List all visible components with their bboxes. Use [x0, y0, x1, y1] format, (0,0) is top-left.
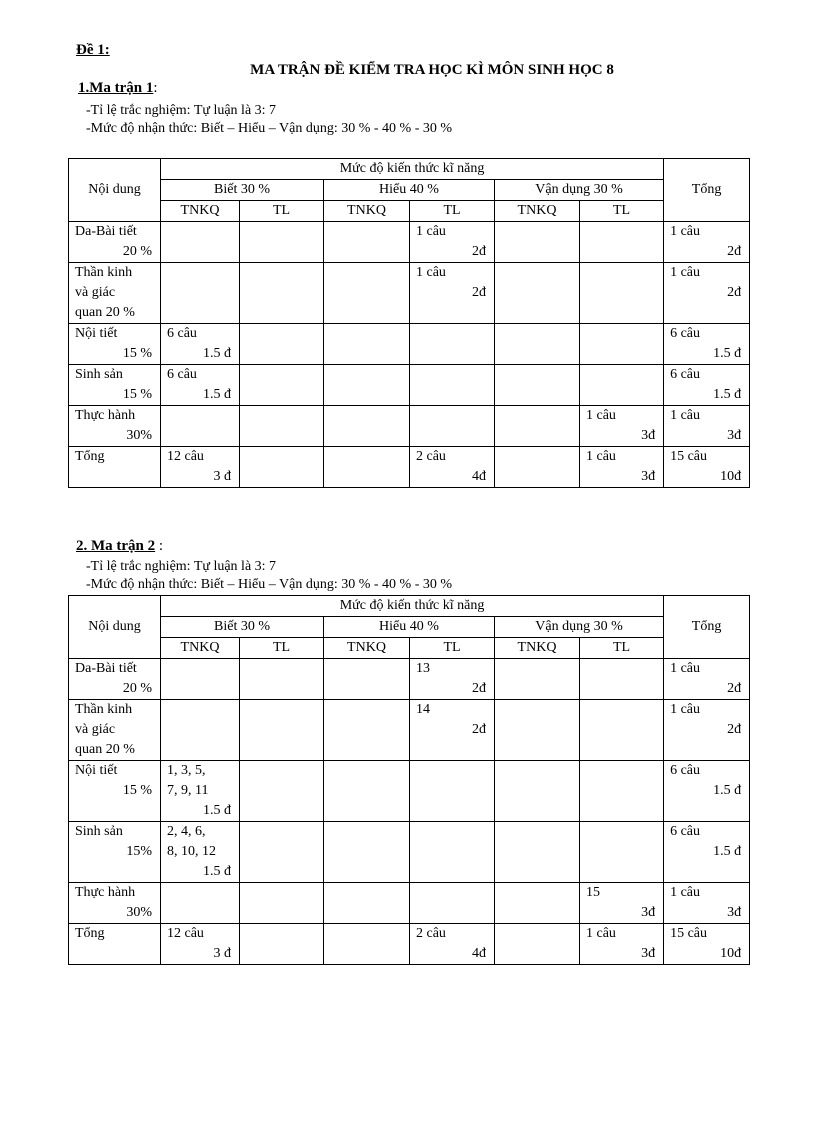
cell-vd-tl [580, 700, 664, 761]
header-tl: TL [580, 638, 664, 659]
cell-vd-tnkq [495, 659, 580, 700]
cell-biet-tl [240, 447, 324, 488]
points-value: 3đ [641, 469, 656, 484]
matrix1-heading [78, 80, 158, 97]
cell-biet-tnkq [161, 659, 240, 700]
points-value: 2đ [727, 722, 742, 737]
row-label-line: và giác [75, 285, 116, 300]
points-value: 2đ [727, 681, 742, 696]
cell-hieu-tl [410, 659, 495, 700]
question-count: 6 câu [167, 326, 197, 341]
row-label-line: Sinh sản [75, 824, 123, 839]
cell-vd-tnkq [495, 447, 580, 488]
question-count: 1 câu [586, 926, 616, 941]
cell-vd-tl [580, 324, 664, 365]
row-label [69, 222, 161, 263]
header-tl: TL [410, 638, 495, 659]
header-van-dung: Vận dụng 30 % [495, 617, 664, 638]
cell-biet-tl [240, 761, 324, 822]
row-label-line: và giác [75, 722, 116, 737]
header-tnkq: TNKQ [324, 201, 410, 222]
row-label-line: Nội tiết [75, 326, 118, 341]
cell-hieu-tl [410, 406, 495, 447]
cell-hieu-tl [410, 700, 495, 761]
row-label-line: Tổng [75, 926, 105, 941]
points-value: 10đ [720, 946, 742, 961]
row-label-percent: 20 % [122, 681, 152, 696]
cell-hieu-tl [410, 222, 495, 263]
row-label [69, 924, 161, 965]
question-count: 1 câu [586, 408, 616, 423]
cell-hieu-tnkq [324, 761, 410, 822]
question-count: 12 câu [167, 449, 204, 464]
cell-biet-tnkq [161, 761, 240, 822]
question-count: 1 câu [670, 702, 700, 717]
header-muc-do: Mức độ kiến thức kĩ năng [161, 596, 664, 617]
cell-hieu-tl [410, 883, 495, 924]
cell-tong [664, 222, 750, 263]
points-value: 1.5 đ [713, 783, 742, 798]
question-count: 13 [416, 661, 430, 676]
cell-vd-tnkq [495, 700, 580, 761]
table-row [69, 659, 750, 700]
question-list-line: 1, 3, 5, [167, 763, 206, 778]
matrix2-heading-suffix: : [155, 538, 164, 554]
row-label [69, 324, 161, 365]
header-hieu: Hiểu 40 % [324, 180, 495, 201]
question-count: 15 [586, 885, 600, 900]
cell-biet-tnkq [161, 406, 240, 447]
cell-biet-tl [240, 822, 324, 883]
header-tnkq: TNKQ [161, 201, 240, 222]
header-van-dung: Vận dụng 30 % [495, 180, 664, 201]
question-count: 2 câu [416, 449, 446, 464]
points-value: 2đ [472, 244, 486, 259]
points-value: 3 đ [213, 469, 231, 484]
cell-hieu-tnkq [324, 263, 410, 324]
cell-biet-tl [240, 924, 324, 965]
points-value: 4đ [472, 469, 486, 484]
cell-hieu-tl [410, 822, 495, 883]
cell-tong [664, 822, 750, 883]
cell-tong [664, 263, 750, 324]
cell-vd-tnkq [495, 761, 580, 822]
matrix2-heading [76, 538, 163, 555]
cell-biet-tl [240, 406, 324, 447]
row-label-line: Nội tiết [75, 763, 118, 778]
cell-hieu-tnkq [324, 222, 410, 263]
table-row [69, 324, 750, 365]
cell-hieu-tnkq [324, 447, 410, 488]
cell-hieu-tl [410, 447, 495, 488]
header-noi-dung: Nội dung [69, 596, 161, 659]
row-label-line: quan 20 % [75, 742, 135, 757]
header-tl: TL [410, 201, 495, 222]
points-value: 2đ [472, 681, 486, 696]
cell-hieu-tl [410, 263, 495, 324]
cell-tong [664, 365, 750, 406]
question-count: 1 câu [586, 449, 616, 464]
row-label-percent: 20 % [122, 244, 152, 259]
row-label-line: Sinh sản [75, 367, 123, 382]
row-label [69, 406, 161, 447]
row-label-percent: 15 % [122, 387, 152, 402]
cell-vd-tl [580, 822, 664, 883]
cell-tong [664, 406, 750, 447]
cell-vd-tnkq [495, 406, 580, 447]
header-tnkq: TNKQ [161, 638, 240, 659]
question-count: 1 câu [416, 224, 446, 239]
cell-vd-tl [580, 263, 664, 324]
points-value: 3đ [727, 905, 742, 920]
header-biet: Biết 30 % [161, 180, 324, 201]
cell-vd-tnkq [495, 263, 580, 324]
cell-vd-tnkq [495, 222, 580, 263]
question-list-line: 8, 10, 12 [167, 844, 216, 859]
header-biet: Biết 30 % [161, 617, 324, 638]
cell-vd-tnkq [495, 883, 580, 924]
cell-hieu-tnkq [324, 924, 410, 965]
row-label [69, 263, 161, 324]
matrix2-ratio: -Tỉ lệ trắc nghiệm: Tự luận là 3: 7 [86, 559, 277, 574]
cell-biet-tnkq [161, 365, 240, 406]
question-count: 1 câu [670, 885, 700, 900]
cell-tong [664, 659, 750, 700]
row-label [69, 700, 161, 761]
header-tl: TL [240, 201, 324, 222]
row-label [69, 883, 161, 924]
question-count: 15 câu [670, 926, 707, 941]
cell-vd-tl [580, 365, 664, 406]
row-label-line: Thực hành [75, 408, 136, 423]
row-label-percent: 30% [126, 905, 152, 920]
row-label-line: Thần kinh [75, 265, 133, 280]
question-count: 6 câu [670, 824, 700, 839]
cell-biet-tnkq [161, 924, 240, 965]
cell-vd-tl [580, 924, 664, 965]
question-count: 1 câu [670, 265, 700, 280]
row-label-percent: 15% [126, 844, 152, 859]
cell-biet-tl [240, 324, 324, 365]
header-tnkq: TNKQ [495, 638, 580, 659]
cell-hieu-tnkq [324, 406, 410, 447]
table-row [69, 700, 750, 761]
cell-biet-tnkq [161, 447, 240, 488]
row-label-line: Da-Bài tiết [75, 224, 137, 239]
header-tl: TL [240, 638, 324, 659]
question-count: 6 câu [670, 367, 700, 382]
table-row [69, 447, 750, 488]
cell-biet-tnkq [161, 883, 240, 924]
cell-tong [664, 761, 750, 822]
matrix1-table [68, 158, 750, 488]
cell-biet-tnkq [161, 700, 240, 761]
cell-biet-tl [240, 700, 324, 761]
cell-biet-tl [240, 263, 324, 324]
cell-vd-tl [580, 761, 664, 822]
matrix1-ratio: -Tỉ lệ trắc nghiệm: Tự luận là 3: 7 [86, 103, 277, 118]
question-list-line: 7, 9, 11 [167, 783, 209, 798]
points-value: 1.5 đ [203, 346, 231, 361]
cell-biet-tnkq [161, 222, 240, 263]
table-row [69, 924, 750, 965]
question-count: 2 câu [416, 926, 446, 941]
points-value: 3đ [641, 905, 656, 920]
row-label-percent: 15 % [122, 783, 152, 798]
cell-hieu-tnkq [324, 700, 410, 761]
cell-tong [664, 700, 750, 761]
points-value: 3đ [641, 946, 656, 961]
cell-vd-tl [580, 447, 664, 488]
cell-vd-tl [580, 222, 664, 263]
cell-hieu-tnkq [324, 659, 410, 700]
cell-biet-tl [240, 883, 324, 924]
points-value: 3đ [641, 428, 656, 443]
header-tnkq: TNKQ [324, 638, 410, 659]
header-hieu: Hiểu 40 % [324, 617, 495, 638]
cell-vd-tl [580, 406, 664, 447]
points-value: 1.5 đ [203, 387, 231, 402]
row-label-line: Thần kinh [75, 702, 133, 717]
points-value: 1.5 đ [203, 864, 231, 879]
table-row [69, 365, 750, 406]
document-title: MA TRẬN ĐỀ KIỂM TRA HỌC KÌ MÔN SINH HỌC 8 [250, 62, 614, 78]
table-row [69, 883, 750, 924]
points-value: 1.5 đ [203, 803, 231, 818]
cell-hieu-tnkq [324, 324, 410, 365]
question-count: 1 câu [670, 661, 700, 676]
table-row [69, 263, 750, 324]
points-value: 2đ [727, 244, 742, 259]
row-label-line: quan 20 % [75, 305, 135, 320]
points-value: 3 đ [213, 946, 231, 961]
question-count: 14 [416, 702, 430, 717]
row-label [69, 822, 161, 883]
cell-hieu-tl [410, 365, 495, 406]
cell-biet-tnkq [161, 324, 240, 365]
points-value: 1.5 đ [713, 844, 742, 859]
points-value: 2đ [472, 285, 486, 300]
cell-biet-tnkq [161, 263, 240, 324]
cell-tong [664, 447, 750, 488]
row-label-line: Tổng [75, 449, 105, 464]
header-noi-dung: Nội dung [69, 159, 161, 222]
question-count: 6 câu [670, 326, 700, 341]
row-label [69, 659, 161, 700]
question-count: 6 câu [167, 367, 197, 382]
header-tnkq: TNKQ [495, 201, 580, 222]
cell-hieu-tl [410, 761, 495, 822]
cell-vd-tnkq [495, 822, 580, 883]
cell-tong [664, 324, 750, 365]
row-label-line: Da-Bài tiết [75, 661, 137, 676]
question-count: 12 câu [167, 926, 204, 941]
row-label [69, 447, 161, 488]
cell-vd-tl [580, 659, 664, 700]
exam-number: Đề 1: [76, 42, 110, 58]
cell-vd-tl [580, 883, 664, 924]
table-row [69, 406, 750, 447]
cell-hieu-tl [410, 924, 495, 965]
points-value: 3đ [727, 428, 742, 443]
row-label-percent: 30% [126, 428, 152, 443]
header-tl: TL [580, 201, 664, 222]
cell-hieu-tnkq [324, 883, 410, 924]
cell-hieu-tnkq [324, 365, 410, 406]
points-value: 2đ [472, 722, 486, 737]
cell-tong [664, 883, 750, 924]
cell-biet-tl [240, 659, 324, 700]
matrix2-heading-text: 2. Ma trận 2 [76, 538, 156, 554]
points-value: 1.5 đ [713, 387, 742, 402]
question-count: 6 câu [670, 763, 700, 778]
question-list-line: 2, 4, 6, [167, 824, 206, 839]
points-value: 10đ [720, 469, 742, 484]
table-row [69, 822, 750, 883]
cell-vd-tnkq [495, 924, 580, 965]
cell-hieu-tl [410, 324, 495, 365]
cell-biet-tl [240, 365, 324, 406]
table-row [69, 761, 750, 822]
points-value: 2đ [727, 285, 742, 300]
row-label [69, 761, 161, 822]
cell-biet-tl [240, 222, 324, 263]
question-count: 1 câu [670, 224, 700, 239]
matrix2-table [68, 595, 750, 965]
matrix2-levels: -Mức độ nhận thức: Biết – Hiểu – Vận dụng: 30 % - 40 % - 30 % [86, 577, 453, 592]
matrix1-heading-suffix: : [153, 80, 158, 96]
row-label [69, 365, 161, 406]
matrix1-heading-text: 1.Ma trận 1 [78, 80, 154, 96]
points-value: 4đ [472, 946, 486, 961]
header-tong: Tổng [664, 596, 750, 659]
question-count: 15 câu [670, 449, 707, 464]
row-label-percent: 15 % [122, 346, 152, 361]
cell-hieu-tnkq [324, 822, 410, 883]
cell-vd-tnkq [495, 365, 580, 406]
cell-biet-tnkq [161, 822, 240, 883]
header-tong: Tổng [664, 159, 750, 222]
matrix1-levels: -Mức độ nhận thức: Biết – Hiểu – Vận dụng: 30 % - 40 % - 30 % [86, 121, 453, 136]
header-muc-do: Mức độ kiến thức kĩ năng [161, 159, 664, 180]
table-row [69, 222, 750, 263]
points-value: 1.5 đ [713, 346, 742, 361]
question-count: 1 câu [670, 408, 700, 423]
question-count: 1 câu [416, 265, 446, 280]
row-label-line: Thực hành [75, 885, 136, 900]
cell-vd-tnkq [495, 324, 580, 365]
cell-tong [664, 924, 750, 965]
